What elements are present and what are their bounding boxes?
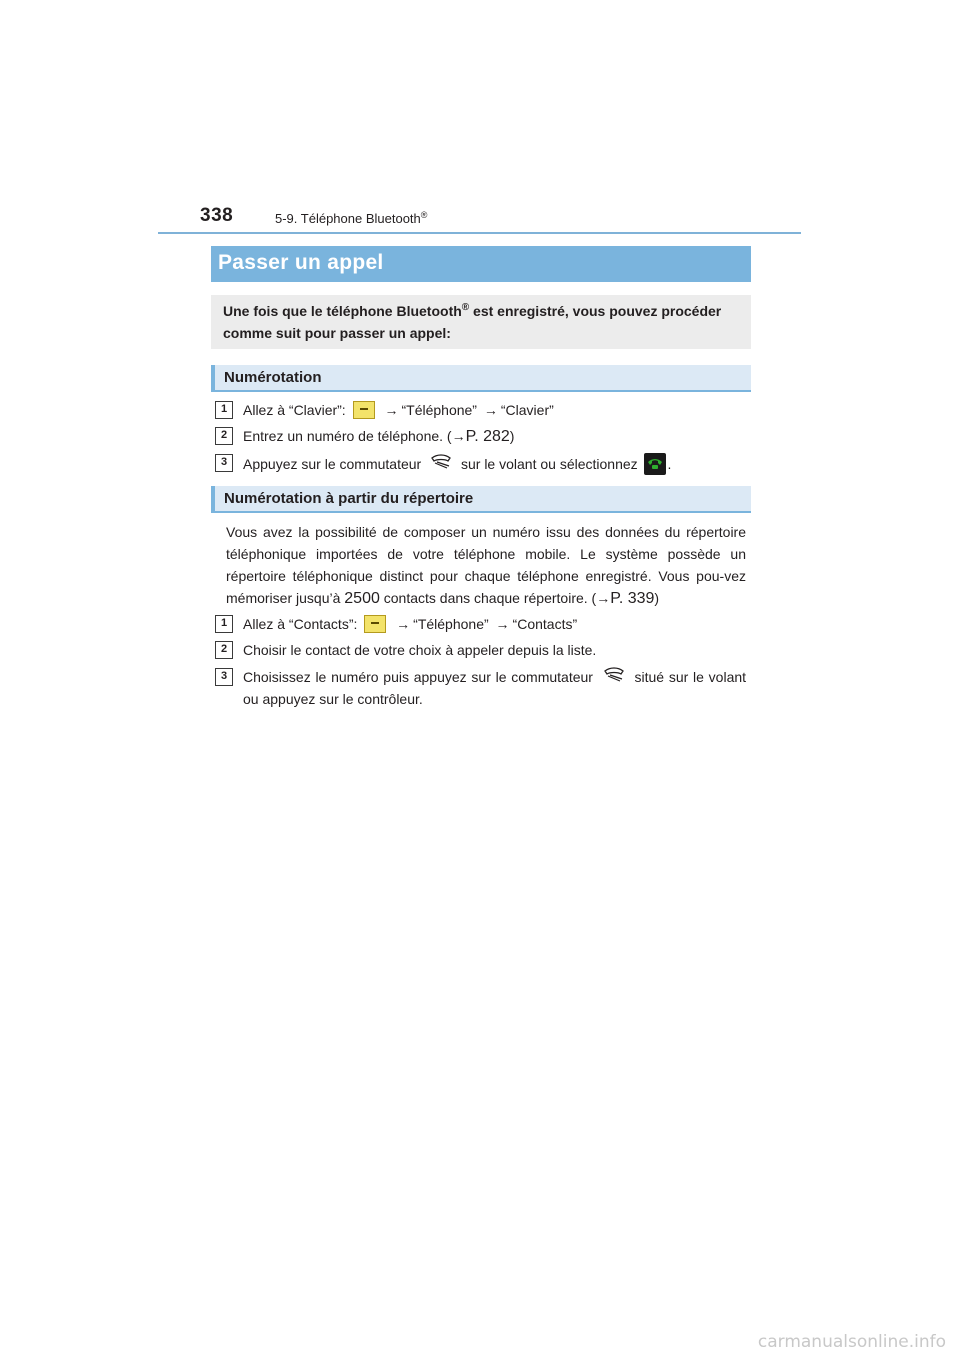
page-reference[interactable]: P. 282 [465,428,510,445]
step-text: Choisir le contact de votre choix à appeler depuis la liste. [243,642,597,658]
step-text: Entrez un numéro de téléphone. (→P. 282) [243,428,515,445]
off-hook-phone-icon [429,454,453,472]
page-reference[interactable]: P. 339 [610,590,655,607]
off-hook-phone-icon [602,667,626,685]
page-title: Passer un appel [211,246,751,282]
watermark: carmanualsonline.info [757,1332,946,1352]
section-heading-repertoire: Numérotation à partir du répertoire [211,486,751,513]
intro-box: Une fois que le téléphone Bluetooth® est enregistré, vous pouvez procéder comme suit pour passer un appel: [211,295,751,349]
page-number: 338 [200,205,234,226]
chapter-title: 5-9. Téléphone Bluetooth® [275,210,428,226]
header-divider [158,232,801,234]
step-number: 3 [215,454,233,472]
menu-button-icon [364,615,386,633]
section-heading-numerotation: Numérotation [211,365,751,392]
menu-button-icon [353,401,375,419]
green-phone-call-icon [644,453,666,475]
step-number: 2 [215,427,233,445]
step-text: Choisissez le numéro puis appuyez sur le commutateur situé sur le volant ou appuyez sur le contrôleur. [243,669,747,707]
step-number: 1 [215,401,233,419]
step-text: Allez à “Clavier”: → “Téléphone” → “Clavier” [243,402,554,418]
step-text: Allez à “Contacts”: → “Téléphone” → “Contacts” [243,616,578,632]
section-body-paragraph: Vous avez la possibilité de composer un numéro issu des données du répertoire téléphonique importées de votre téléphone mobile. Le système possède un répertoire téléphonique distinct pour chaque téléphone enregistré. Vous pou-vez mémoriser jusqu’à 2500 contacts dans chaque répertoire. (→P. 339) [226,524,746,607]
step-number: 2 [215,641,233,659]
step-number: 3 [215,668,233,686]
step-number: 1 [215,615,233,633]
step-text: Appuyez sur le commutateur sur le volant ou sélectionnez . [243,453,671,475]
